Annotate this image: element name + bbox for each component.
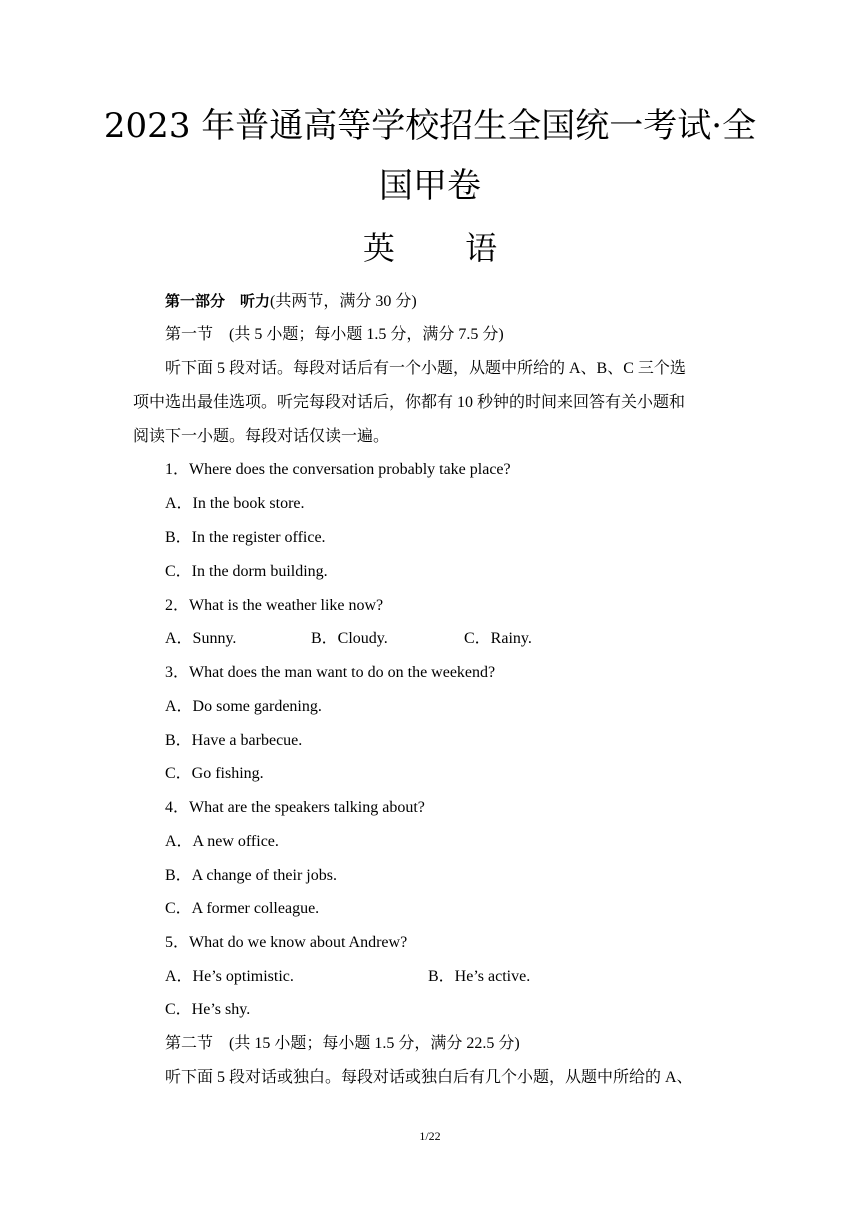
question-4-option-c: C．A former colleague. — [165, 900, 320, 917]
question-4-option-a: A．A new office. — [165, 833, 279, 850]
question-3-option-c: C．Go fishing. — [165, 765, 264, 782]
question-2-option-c: C．Rainy. — [464, 630, 532, 647]
subject-title: 英 语 — [362, 229, 528, 267]
question-2: 2．What is the weather like now? — [165, 597, 384, 614]
question-5-option-b: B．He’s active. — [428, 968, 531, 985]
part1-heading-rest: (共两节，满分 30 分) — [270, 293, 417, 310]
section2-instructions-line1: 听下面 5 段对话或独白。每段对话或独白后有几个小题，从题中所给的 A、 — [165, 1069, 693, 1086]
question-5: 5．What do we know about Andrew? — [165, 934, 408, 951]
question-2-option-a: A．Sunny. — [165, 630, 237, 647]
section1-instructions-line2: 项中选出最佳选项。听完每段对话后，你都有 10 秒钟的时间来回答有关小题和 — [133, 394, 686, 411]
question-3-option-b: B．Have a barbecue. — [165, 732, 303, 749]
question-1: 1．Where does the conversation probably take place? — [165, 461, 511, 478]
question-5-option-c: C．He’s shy. — [165, 1001, 251, 1018]
section1-instructions-line1: 听下面 5 段对话。每段对话后有一个小题，从题中所给的 A、B、C 三个选 — [165, 360, 686, 377]
question-5-option-a: A．He’s optimistic. — [165, 968, 294, 985]
question-3: 3．What does the man want to do on the weekend? — [165, 664, 496, 681]
question-2-option-b: B．Cloudy. — [311, 630, 388, 647]
question-1-option-a: A．In the book store. — [165, 495, 305, 512]
question-4: 4．What are the speakers talking about? — [165, 799, 425, 816]
part1-heading — [165, 290, 732, 313]
section1-heading: 第一节 (共 5 小题；每小题 1.5 分，满分 7.5 分) — [165, 326, 504, 343]
section2-heading: 第二节 (共 15 小题；每小题 1.5 分，满分 22.5 分) — [165, 1035, 520, 1052]
part1-heading-bold: 第一部分 听力 — [165, 292, 271, 310]
question-4-option-b: B．A change of their jobs. — [165, 867, 337, 884]
page-number: 1/22 — [419, 1129, 441, 1143]
question-1-option-c: C．In the dorm building. — [165, 563, 328, 580]
section1-instructions-line3: 阅读下一小题。每段对话仅读一遍。 — [133, 428, 390, 445]
question-1-option-b: B．In the register office. — [165, 529, 326, 546]
exam-title-line2: 国甲卷 — [379, 166, 481, 206]
question-3-option-a: A．Do some gardening. — [165, 698, 322, 715]
exam-title-line1: 2023 年普通高等学校招生全国统一考试·全 — [103, 106, 757, 146]
